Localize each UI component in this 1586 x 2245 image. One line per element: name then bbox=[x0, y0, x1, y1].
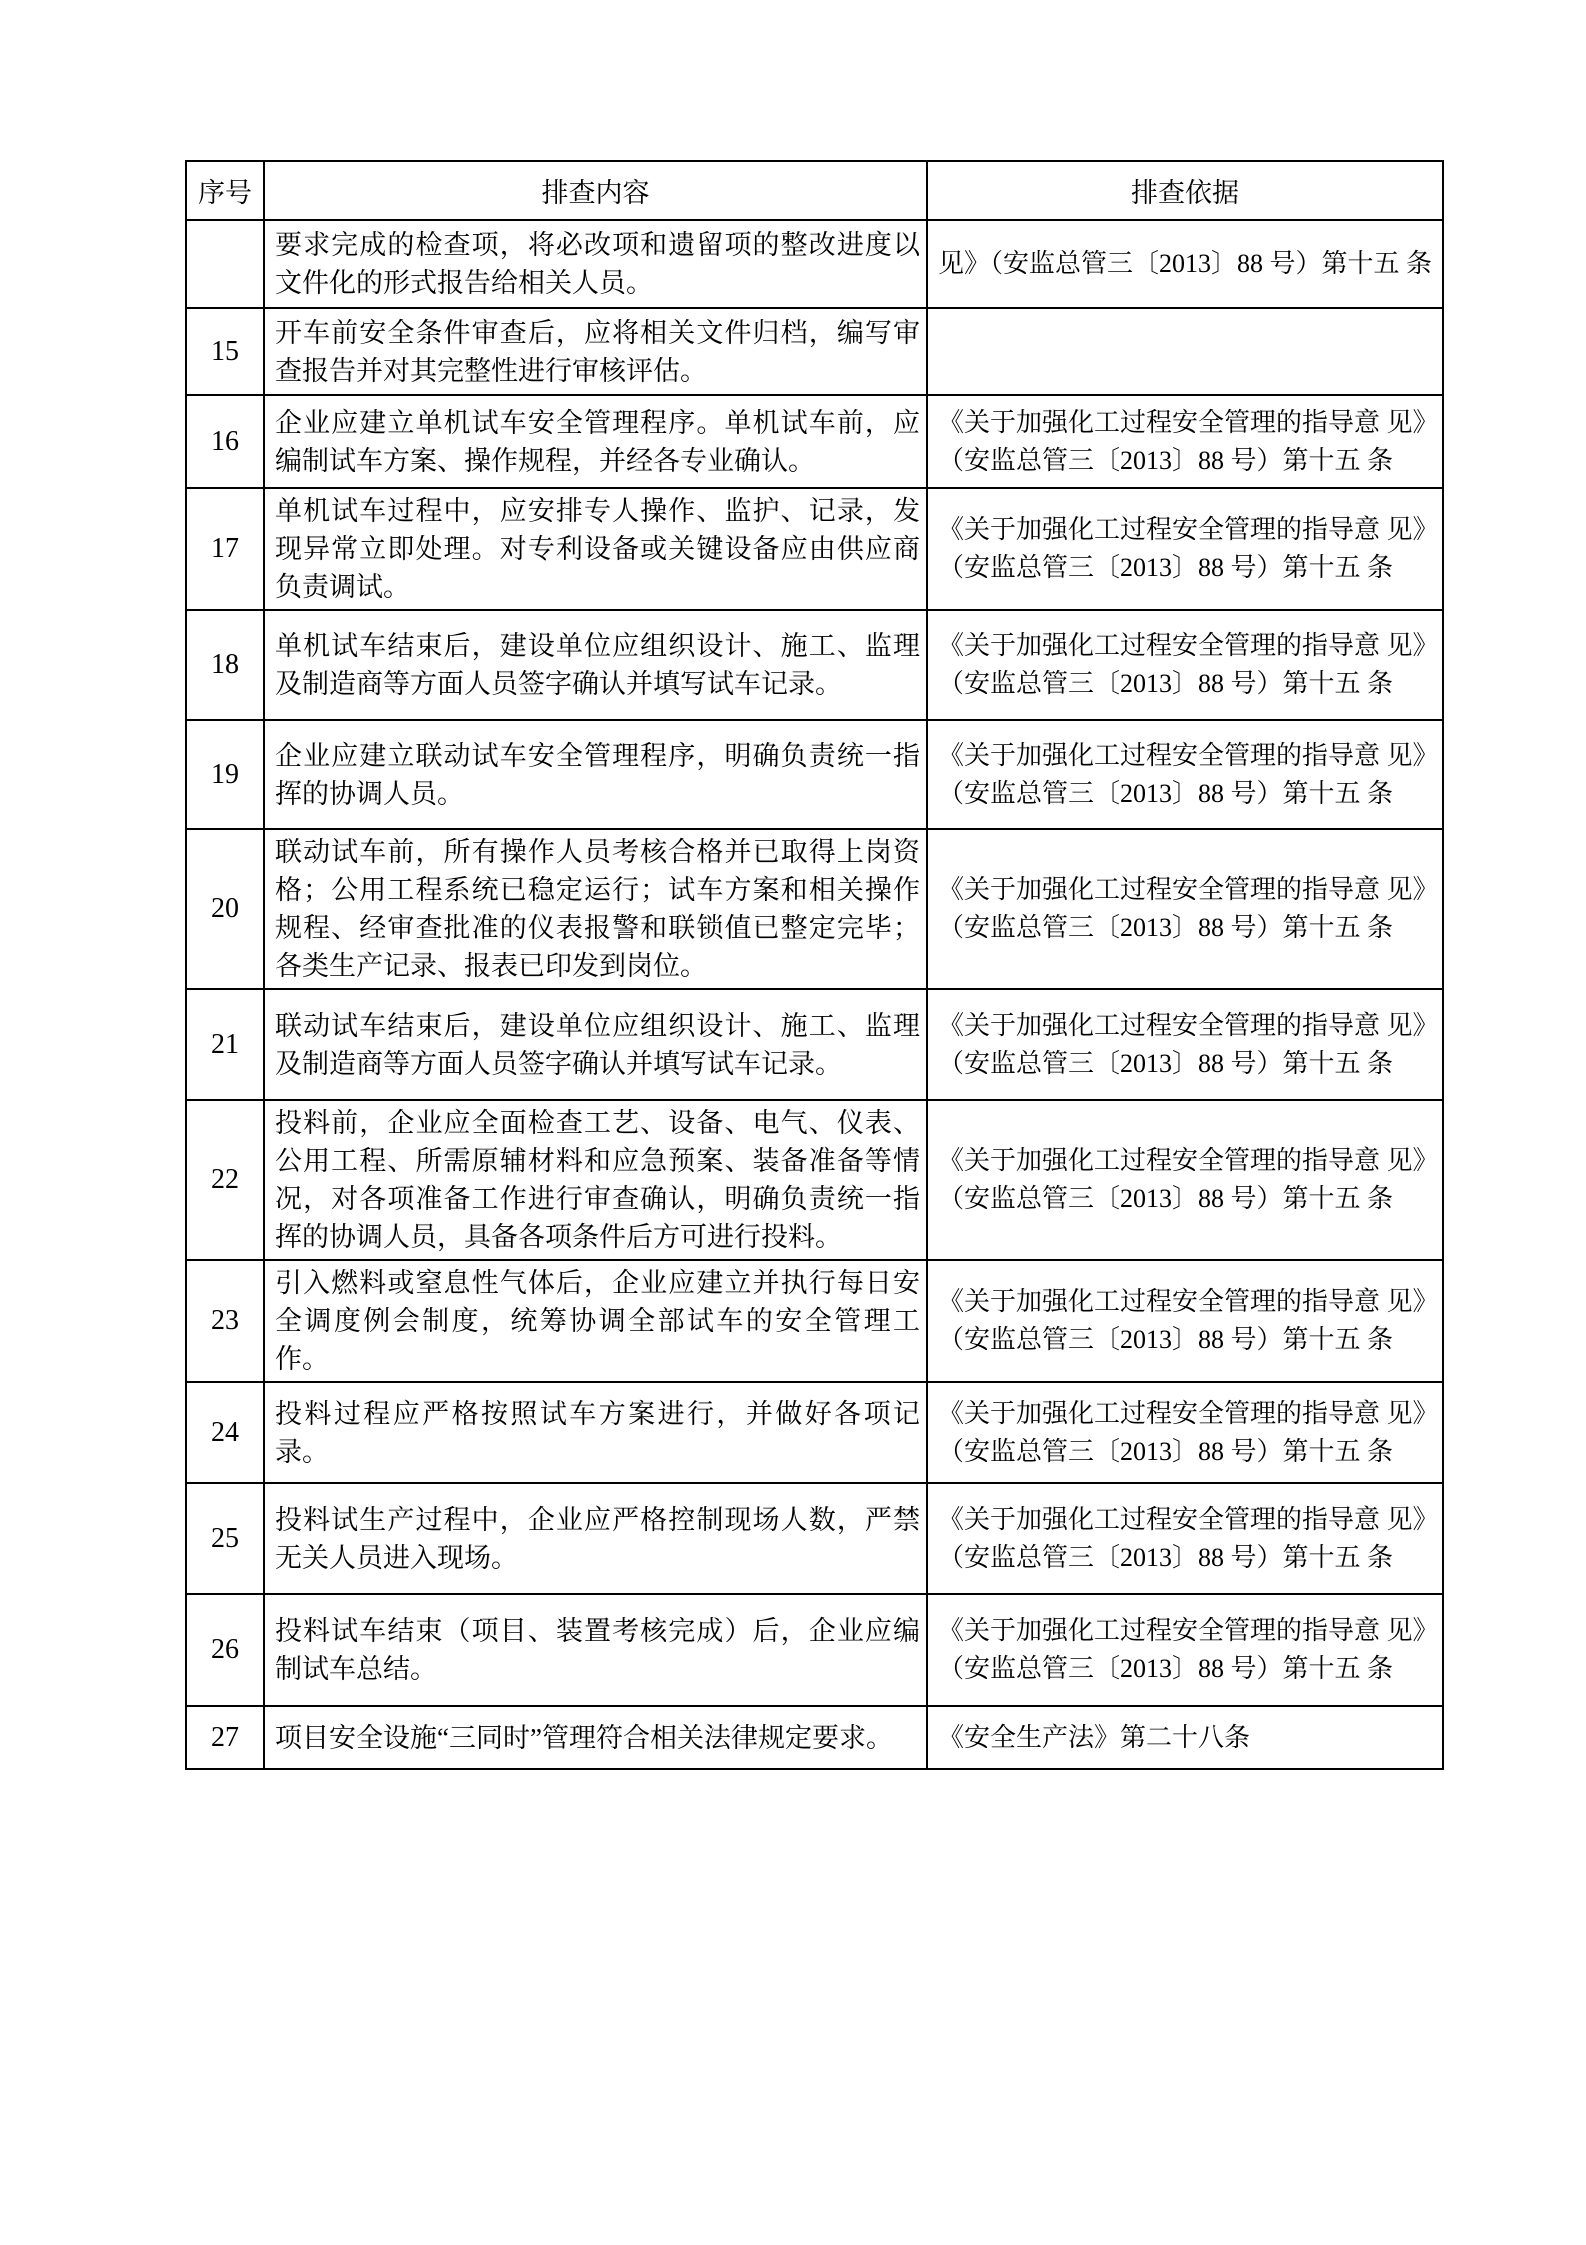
inspection-basis-cell: 《关于加强化工过程安全管理的指导意 见》（安监总管三〔2013〕88 号）第十五 条 bbox=[927, 989, 1443, 1100]
row-number-cell: 15 bbox=[186, 308, 264, 395]
inspection-content-cell: 要求完成的检查项，将必改项和遗留项的整改进度以 文件化的形式报告给相关人员。 bbox=[264, 220, 927, 308]
table-row bbox=[186, 308, 1443, 395]
inspection-basis-cell: 《安全生产法》第二十八条 bbox=[927, 1706, 1443, 1769]
inspection-content-cell: 投料过程应严格按照试车方案进行，并做好各项记录。 bbox=[264, 1382, 927, 1483]
header-row bbox=[186, 161, 1443, 220]
row-number-cell: 22 bbox=[186, 1100, 264, 1260]
inspection-basis-cell: 《关于加强化工过程安全管理的指导意 见》（安监总管三〔2013〕88 号）第十五 条 bbox=[927, 829, 1443, 989]
inspection-content-cell: 企业应建立联动试车安全管理程序，明确负责统一指 挥的协调人员。 bbox=[264, 720, 927, 829]
inspection-basis-cell: 见》（安监总管三〔2013〕88 号）第十五 条 bbox=[927, 220, 1443, 308]
header-inspection-content: 排查内容 bbox=[264, 161, 927, 220]
inspection-basis-cell: 《关于加强化工过程安全管理的指导意 见》（安监总管三〔2013〕88 号）第十五 条 bbox=[927, 1260, 1443, 1382]
table-row bbox=[186, 829, 1443, 989]
header-seq-no: 序号 bbox=[186, 161, 264, 220]
row-number-cell: 18 bbox=[186, 610, 264, 720]
table-row bbox=[186, 1594, 1443, 1706]
inspection-content-cell: 投料前，企业应全面检查工艺、设备、电气、仪表、 公用工程、所需原辅材料和应急预案、装备准备等情 况，对各项准备工作进行审查确认，明确负责统一指 挥的协调人员，具备各项条件后方可进行投料。 bbox=[264, 1100, 927, 1260]
inspection-content-cell: 投料试车结束（项目、装置考核完成）后，企业应编 制试车总结。 bbox=[264, 1594, 927, 1706]
inspection-content-cell: 企业应建立单机试车安全管理程序。单机试车前，应 编制试车方案、操作规程，并经各专业确认。 bbox=[264, 395, 927, 488]
table-row bbox=[186, 395, 1443, 488]
inspection-basis-cell: 《关于加强化工过程安全管理的指导意 见》（安监总管三〔2013〕88 号）第十五 条 bbox=[927, 395, 1443, 488]
row-number-cell: 20 bbox=[186, 829, 264, 989]
row-number-cell: 25 bbox=[186, 1483, 264, 1594]
inspection-basis-cell: 《关于加强化工过程安全管理的指导意 见》（安监总管三〔2013〕88 号）第十五 条 bbox=[927, 1382, 1443, 1483]
table-body bbox=[186, 220, 1443, 1769]
table-row bbox=[186, 1100, 1443, 1260]
inspection-basis-cell: 《关于加强化工过程安全管理的指导意 见》（安监总管三〔2013〕88 号）第十五 条 bbox=[927, 1594, 1443, 1706]
row-number-cell: 23 bbox=[186, 1260, 264, 1382]
row-number-cell: 19 bbox=[186, 720, 264, 829]
table-row bbox=[186, 720, 1443, 829]
row-number-cell: 27 bbox=[186, 1706, 264, 1769]
inspection-content-cell: 联动试车结束后，建设单位应组织设计、施工、监理 及制造商等方面人员签字确认并填写试车记录。 bbox=[264, 989, 927, 1100]
table-row bbox=[186, 1706, 1443, 1769]
row-number-cell: 17 bbox=[186, 488, 264, 610]
row-number-cell: 26 bbox=[186, 1594, 264, 1706]
table-row bbox=[186, 989, 1443, 1100]
inspection-basis-cell: 《关于加强化工过程安全管理的指导意 见》（安监总管三〔2013〕88 号）第十五 条 bbox=[927, 720, 1443, 829]
table-row bbox=[186, 610, 1443, 720]
row-number-cell bbox=[186, 220, 264, 308]
inspection-table bbox=[185, 160, 1444, 1770]
row-number-cell: 24 bbox=[186, 1382, 264, 1483]
inspection-basis-cell: 《关于加强化工过程安全管理的指导意 见》（安监总管三〔2013〕88 号）第十五 条 bbox=[927, 1100, 1443, 1260]
inspection-content-cell: 单机试车结束后，建设单位应组织设计、施工、监理 及制造商等方面人员签字确认并填写试车记录。 bbox=[264, 610, 927, 720]
inspection-content-cell: 开车前安全条件审查后，应将相关文件归档，编写审 查报告并对其完整性进行审核评估。 bbox=[264, 308, 927, 395]
inspection-content-cell: 项目安全设施“三同时”管理符合相关法律规定要求。 bbox=[264, 1706, 927, 1769]
row-number-cell: 21 bbox=[186, 989, 264, 1100]
header-inspection-basis: 排查依据 bbox=[927, 161, 1443, 220]
inspection-basis-cell: 《关于加强化工过程安全管理的指导意 见》（安监总管三〔2013〕88 号）第十五 条 bbox=[927, 488, 1443, 610]
table-row bbox=[186, 1483, 1443, 1594]
inspection-content-cell: 引入燃料或窒息性气体后，企业应建立并执行每日安 全调度例会制度，统筹协调全部试车的安全管理工作。 bbox=[264, 1260, 927, 1382]
inspection-basis-cell bbox=[927, 308, 1443, 395]
inspection-basis-cell: 《关于加强化工过程安全管理的指导意 见》（安监总管三〔2013〕88 号）第十五 条 bbox=[927, 1483, 1443, 1594]
inspection-content-cell: 联动试车前，所有操作人员考核合格并已取得上岗资 格；公用工程系统已稳定运行；试车方案和相关操作 规程、经审查批准的仪表报警和联锁值已整定完毕； 各类生产记录、报表已印发到岗位。 bbox=[264, 829, 927, 989]
row-number-cell: 16 bbox=[186, 395, 264, 488]
table-row bbox=[186, 1382, 1443, 1483]
table-row bbox=[186, 1260, 1443, 1382]
inspection-basis-cell: 《关于加强化工过程安全管理的指导意 见》（安监总管三〔2013〕88 号）第十五 条 bbox=[927, 610, 1443, 720]
table-row bbox=[186, 220, 1443, 308]
table-row bbox=[186, 488, 1443, 610]
inspection-content-cell: 单机试车过程中，应安排专人操作、监护、记录，发 现异常立即处理。对专利设备或关键设备应由供应商 负责调试。 bbox=[264, 488, 927, 610]
inspection-content-cell: 投料试生产过程中，企业应严格控制现场人数，严禁 无关人员进入现场。 bbox=[264, 1483, 927, 1594]
